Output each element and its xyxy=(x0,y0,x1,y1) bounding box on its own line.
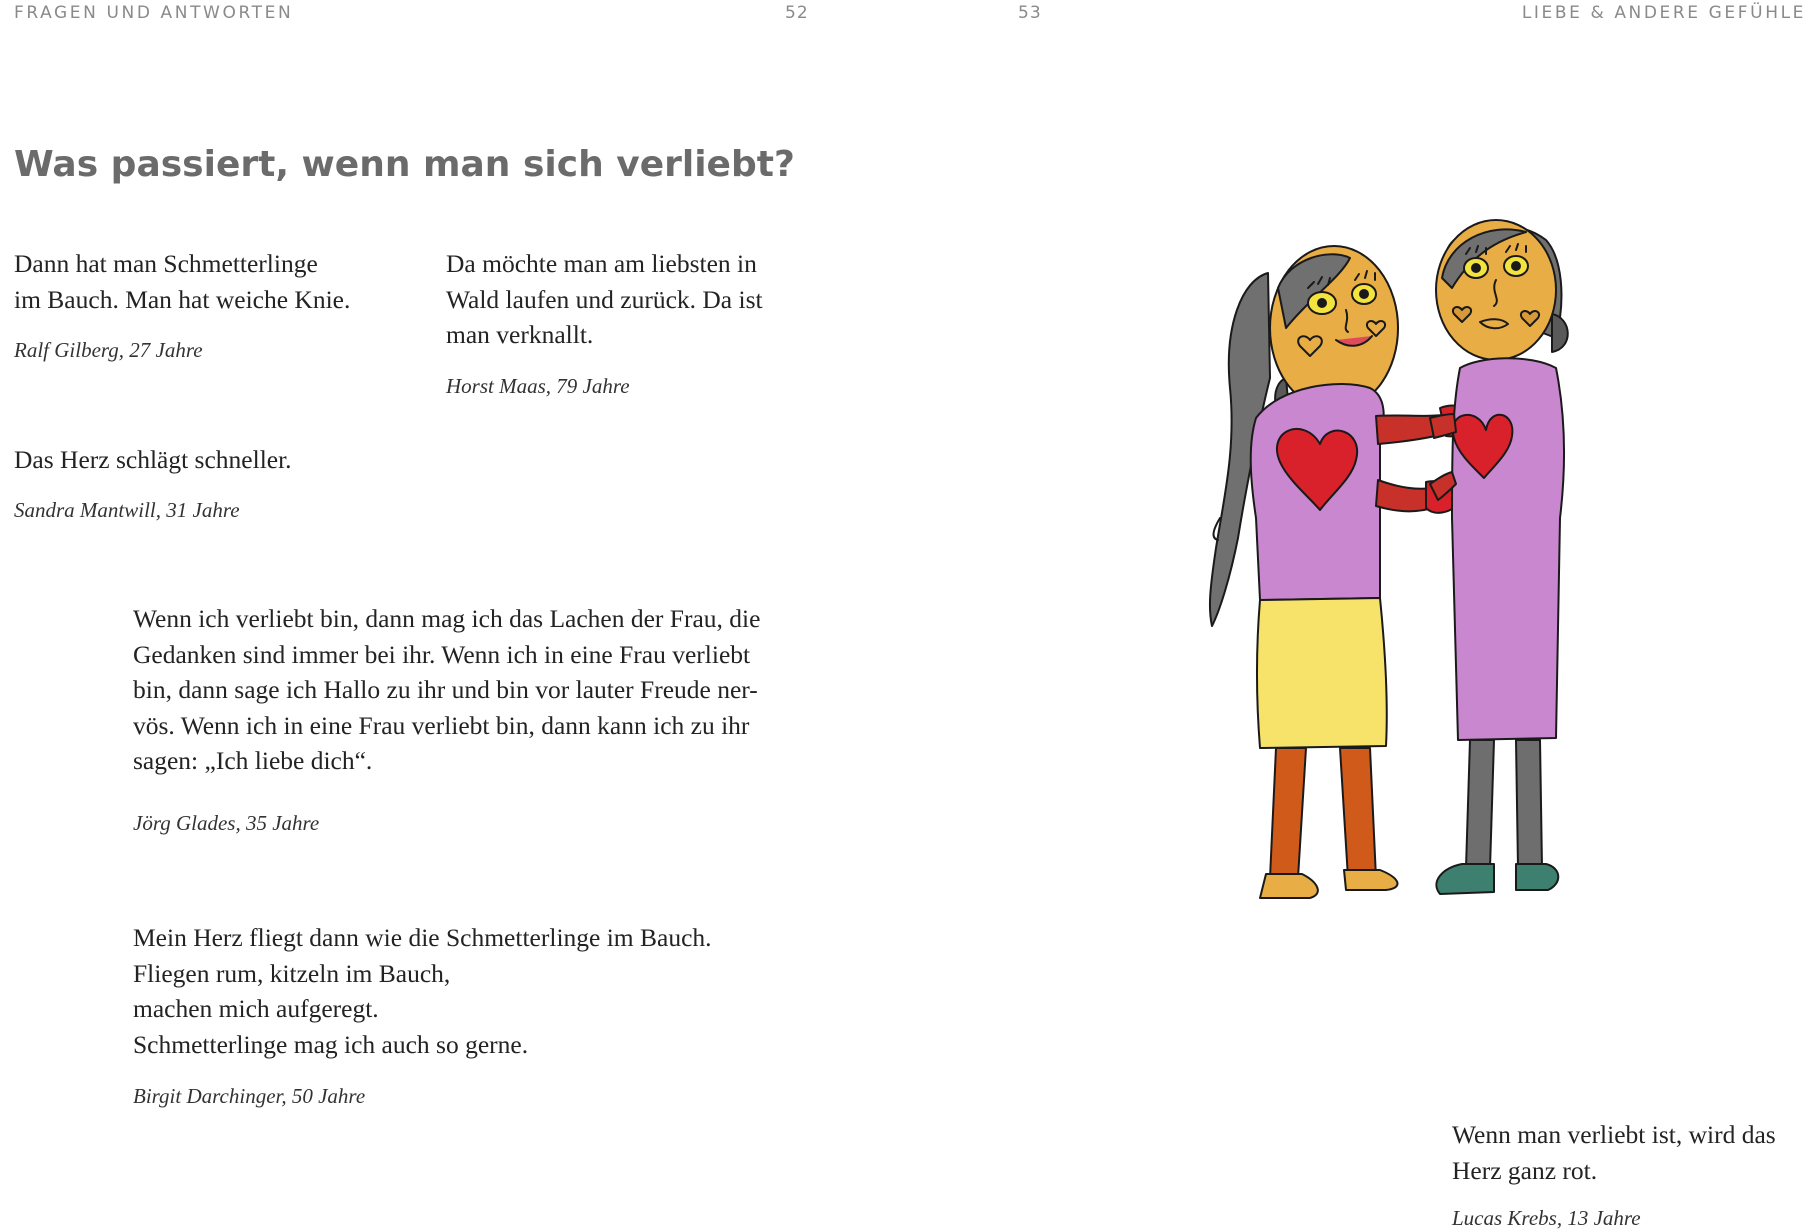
quote-line: Das Herz schlägt schneller. xyxy=(14,445,292,474)
section-header-right: LIEBE & ANDERE GEFÜHLE xyxy=(1521,3,1806,23)
left-figure-legs xyxy=(1270,748,1306,878)
quote-line: Fliegen rum, kitzeln im Bauch, xyxy=(133,958,451,988)
quote-line: im Bauch. Man hat weiche Knie. xyxy=(14,284,351,314)
quote-line: Wenn man verliebt ist, wird das xyxy=(1452,1120,1776,1149)
page-title: Was passiert, wenn man sich verliebt? xyxy=(14,144,795,185)
author-joerg-glades: Jörg Glades, 35 Jahre xyxy=(133,811,320,835)
author-birgit-darchinger: Birgit Darchinger, 50 Jahre xyxy=(133,1084,366,1108)
quote-horst-maas xyxy=(446,246,763,353)
quote-line: machen mich aufgeregt. xyxy=(133,994,379,1023)
quote-birgit-darchinger xyxy=(133,920,712,1062)
right-figure-legs xyxy=(1466,740,1494,868)
quote-line: bin, dann sage ich Hallo zu ihr und bin vor lauter Freude ner- xyxy=(133,675,758,704)
quote-line: vös. Wenn ich in eine Frau verliebt bin, dann kann ich zu ihr xyxy=(133,710,750,740)
quote-line: Schmetterlinge mag ich auch so gerne. xyxy=(133,1029,529,1059)
quote-line: Herz ganz rot. xyxy=(1452,1155,1598,1185)
quote-joerg-glades xyxy=(133,601,760,779)
page-number-right: 53 xyxy=(1018,3,1042,23)
section-header-left: FRAGEN UND ANTWORTEN xyxy=(14,3,294,23)
author-sandra-mantwill: Sandra Mantwill, 31 Jahre xyxy=(14,498,240,522)
quote-line: man verknallt. xyxy=(446,320,594,349)
right-figure-shoes xyxy=(1436,864,1494,894)
quote-line: Dann hat man Schmetterlinge xyxy=(14,249,318,278)
left-figure-skirt xyxy=(1257,598,1387,748)
children-drawing-illustration xyxy=(1190,218,1610,1058)
quote-line: sagen: „Ich liebe dich“. xyxy=(133,746,373,775)
author-ralf-gilberg: Ralf Gilberg, 27 Jahre xyxy=(14,338,203,362)
quote-lucas-krebs xyxy=(1452,1117,1776,1188)
author-lucas-krebs: Lucas Krebs, 13 Jahre xyxy=(1452,1206,1641,1230)
quote-line: Mein Herz fliegt dann wie die Schmetterlinge im Bauch. xyxy=(133,923,712,952)
quote-sandra-mantwill xyxy=(14,442,292,478)
author-horst-maas: Horst Maas, 79 Jahre xyxy=(446,374,630,398)
quote-line: Wenn ich verliebt bin, dann mag ich das Lachen der Frau, die xyxy=(133,604,761,633)
page-number-left: 52 xyxy=(785,3,809,23)
quote-line: Gedanken sind immer bei ihr. Wenn ich in eine Frau verliebt xyxy=(133,639,751,669)
quote-ralf-gilberg xyxy=(14,246,350,317)
quote-line: Da möchte man am liebsten in xyxy=(446,249,757,278)
quote-line: Wald laufen und zurück. Da ist xyxy=(446,284,763,314)
